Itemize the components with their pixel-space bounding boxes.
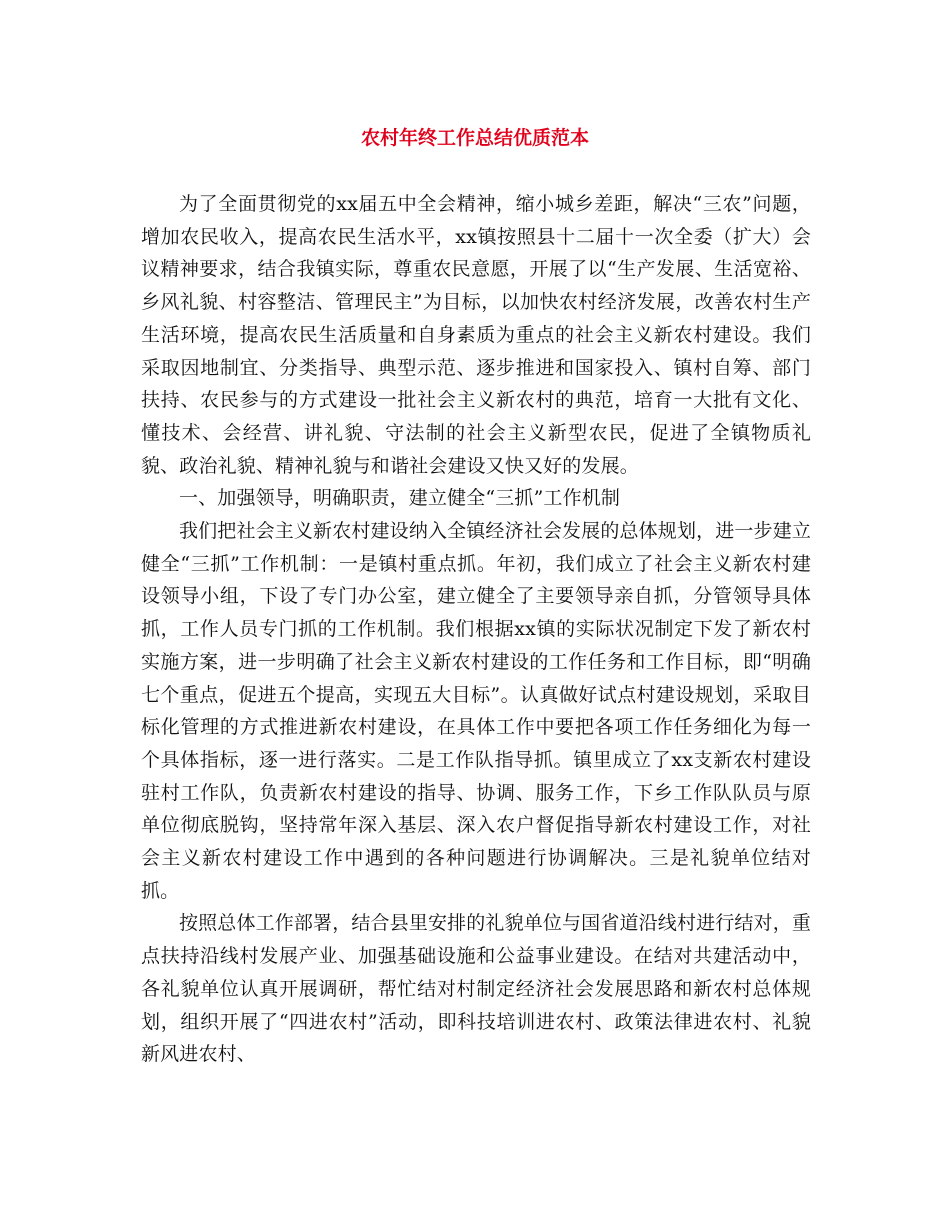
paragraph-intro: 为了全面贯彻党的xx届五中全会精神，缩小城乡差距，解决“三农”问题，增加农民收入，提高农民生活水平，xx镇按照县十二届十一次全委（扩大）会议精神要求，结合我镇实际，尊重农民意愿，开展了以“生产发展、生活宽裕、乡风礼貌、村容整洁、管理民主”为目标，以加快农村经济发展，改善农村生产生活环境，提高农民生活质量和自身素质为重点的社会主义新农村建设。我们采取因地制宜、分类指导、典型示范、逐步推进和国家投入、镇村自筹、部门扶持、农民参与的方式建设一批社会主义新农村的典范，培育一大批有文化、懂技术、会经营、讲礼貌、守法制的社会主义新型农民，促进了全镇物质礼貌、政治礼貌、精神礼貌与和谐社会建设又快又好的发展。 [141,193,811,477]
paragraph-pairing: 按照总体工作部署，结合县里安排的礼貌单位与国省道沿线村进行结对，重点扶持沿线村发展产业、加强基础设施和公益事业建设。在结对共建活动中，各礼貌单位认真开展调研，帮忙结对村制定经济社会发展思路和新农村总体规划，组织开展了“四进农村”活动，即科技培训进农村、政策法律进农村、礼貌新风进农村、 [141,912,811,1066]
document-title: 农村年终工作总结优质范本 [360,127,589,149]
document-body [141,188,811,1071]
section-heading-1: 一、加强领导，明确职责，建立健全“三抓”工作机制 [179,487,621,510]
paragraph-mechanism: 我们把社会主义新农村建设纳入全镇经济社会发展的总体规划，进一步建立健全“三抓”工作机制：一是镇村重点抓。年初，我们成立了社会主义新农村建设领导小组，下设了专门办公室，建立健全了主要领导亲自抓，分管领导具体抓，工作人员专门抓的工作机制。我们根据xx镇的实际状况制定下发了新农村实施方案，进一步明确了社会主义新农村建设的工作任务和工作目标，即“明确七个重点，促进五个提高，实现五大目标”。认真做好试点村建设规划，采取目标化管理的方式推进新农村建设，在具体工作中要把各项工作任务细化为每一个具体指标，逐一进行落实。二是工作队指导抓。镇里成立了xx支新农村建设驻村工作队，负责新农村建设的指导、协调、服务工作，下乡工作队队员与原单位彻底脱钩，坚持常年深入基层、深入农户督促指导新农村建设工作，对社会主义新农村建设工作中遇到的各种问题进行协调解决。三是礼貌单位结对抓。 [141,520,811,902]
